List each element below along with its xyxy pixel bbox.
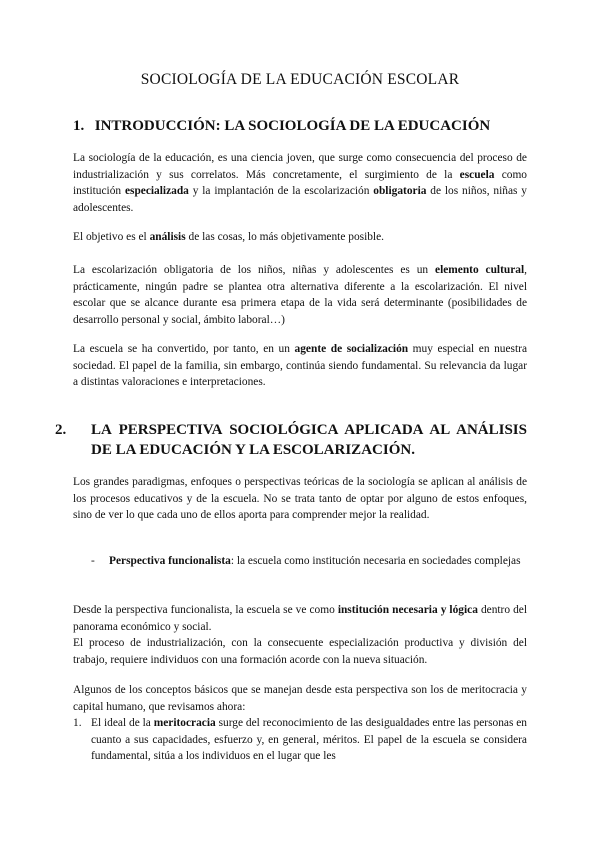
section-2-title: LA PERSPECTIVA SOCIOLÓGICA APLICADA AL ANÁLISIS DE LA EDUCACIÓN Y LA ESCOLARIZACIÓN. bbox=[91, 422, 527, 458]
section-2-number: 2. bbox=[55, 422, 67, 438]
bold-term: obligatoria bbox=[373, 185, 427, 198]
section-1-number: 1. bbox=[73, 118, 85, 134]
bold-term: institución necesaria y lógica bbox=[337, 604, 478, 616]
paragraph-cultural-element bbox=[73, 262, 527, 328]
text-run: La sociología de la educación, es una ciencia joven, que surge como consecuencia del proceso de industrialización y sus correlatos. Más concretamente, el surgimiento de la bbox=[73, 152, 527, 181]
paragraph-origin bbox=[73, 150, 527, 216]
text-run: muy especial en nuestra sociedad. El papel de la familia, sin embargo, continúa siendo fundamental. Su relevancia da lugar a distintas valoraciones e interpretaciones. bbox=[73, 343, 528, 389]
bold-term: elemento cultural bbox=[435, 264, 525, 276]
list-item-meritocracy bbox=[73, 715, 527, 765]
text-run: Desde la perspectiva funcionalista, la escuela se ve como bbox=[73, 604, 338, 616]
bold-term: escuela bbox=[459, 168, 495, 181]
bullet-dash: - bbox=[91, 555, 95, 567]
text-run: : la escuela como institución necesaria en sociedades complejas bbox=[230, 555, 521, 567]
text-run: La escuela se ha convertido, por tanto, en un bbox=[73, 343, 295, 355]
document-title: SOCIOLOGÍA DE LA EDUCACIÓN ESCOLAR bbox=[140, 71, 460, 88]
list-number: 1. bbox=[73, 717, 82, 729]
text-run: La escolarización obligatoria de los niños, niñas y adolescentes es un bbox=[73, 264, 436, 276]
paragraph-functionalist-view bbox=[73, 602, 527, 635]
section-2-heading bbox=[55, 420, 527, 460]
paragraph-basic-concepts: Algunos de los conceptos básicos que se manejan desde esta perspectiva son los de meritocracia y capital humano, que revisamos ahora: bbox=[73, 684, 527, 713]
paragraph-socialization bbox=[73, 341, 527, 391]
bullet-functionalist bbox=[73, 553, 527, 570]
text-run: El ideal de la bbox=[91, 717, 154, 729]
text-run: y la implantación de la escolarización bbox=[188, 185, 374, 198]
text-run: surge del reconocimiento de las desigualdades entre las personas en cuanto a sus capacidades, esfuerzo y, en general, méritos. El papel de la escuela se considera fundamental, sitúa a los individuos en el lugar que les bbox=[91, 717, 528, 763]
text-run: como institución bbox=[73, 168, 528, 198]
bold-term: meritocracia bbox=[153, 717, 216, 729]
paragraph-industrialization: El proceso de industrialización, con la consecuente especialización productiva y división del trabajo, requiere individuos con una formación acorde con la nueva situación. bbox=[73, 637, 527, 666]
bold-term: agente de socialización bbox=[294, 343, 409, 355]
text-run: dentro del panorama económico y social. bbox=[73, 604, 527, 633]
paragraph-objective bbox=[73, 229, 527, 246]
section-1-title: INTRODUCCIÓN: LA SOCIOLOGÍA DE LA EDUCACIÓN bbox=[94, 118, 491, 134]
text-run: El objetivo es el bbox=[73, 231, 150, 243]
text-run: , prácticamente, ningún padre se plantea otra alternativa diferente a la escolarización. El nivel escolar que se alcance durante esa primera etapa de la vida será determinante (posibilidades de desarrollo personal y social, ámbito laboral…) bbox=[73, 264, 528, 326]
bold-term: Perspectiva funcionalista bbox=[109, 555, 231, 567]
bold-term: especializada bbox=[124, 185, 189, 198]
text-run: de las cosas, lo más objetivamente posible. bbox=[185, 231, 384, 243]
bold-term: análisis bbox=[149, 231, 186, 243]
text-run: de los niños, niñas y adolescentes. bbox=[73, 185, 527, 214]
paragraph-paradigms: Los grandes paradigmas, enfoques o perspectivas teóricas de la sociología se aplican al análisis de los procesos educativos y de la escuela. No se trata tanto de optar por alguno de estos enfoques, sino de ver lo que cada uno de ellos aporta para comprender mejor la realidad. bbox=[73, 476, 527, 522]
section-1-heading bbox=[73, 116, 527, 136]
